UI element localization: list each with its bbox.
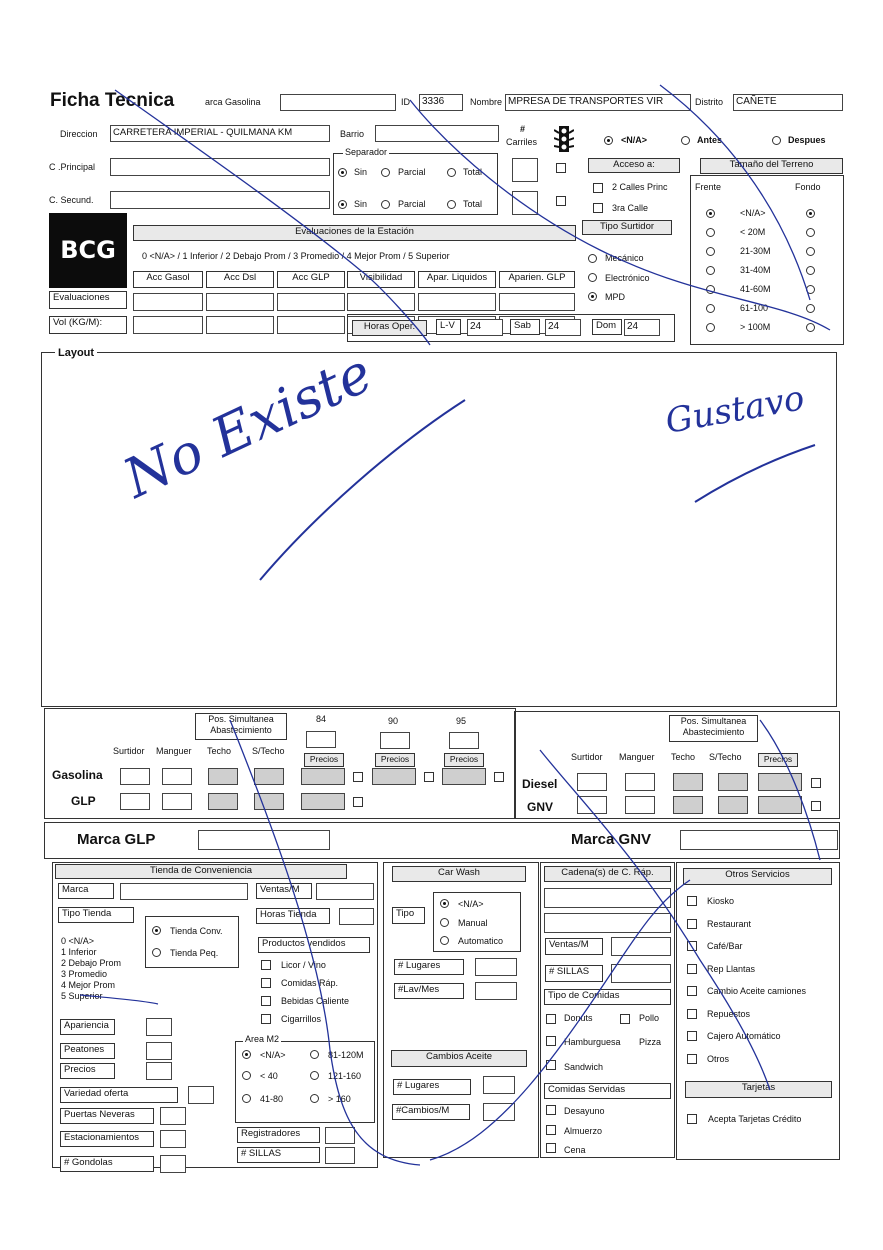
glp-label: GLP [71,794,96,808]
registradores-label: Registradores [237,1127,320,1143]
rating-label: Apariencia [60,1019,115,1035]
gnv-checkbox[interactable] [811,801,821,811]
dom-field[interactable]: 24 [624,319,660,336]
cadena-field-1[interactable] [544,888,671,908]
gnv-surtidor-field[interactable] [577,796,607,814]
cadena-sillas-field[interactable] [611,964,671,983]
eval-cell[interactable] [418,293,496,311]
sep2-total-radio[interactable] [447,200,456,209]
otro-servicio-checkbox[interactable] [687,896,697,906]
producto-label: Licor / Vino [281,960,326,970]
eval-cell[interactable] [277,293,345,311]
gasolina-precio-field[interactable] [301,768,345,785]
glp-surtidor-field[interactable] [120,793,150,810]
precios-right-label: Precios [758,753,798,767]
sep1-sin-radio[interactable] [338,168,347,177]
hamburguesa-label: Hamburguesa [564,1037,621,1047]
techo-right-label: Techo [671,752,696,762]
fondo-radio[interactable] [806,304,815,313]
gasolina-precio90-field[interactable] [372,768,416,785]
sab-field[interactable]: 24 [545,319,581,336]
gasolina-techo-field[interactable] [208,768,238,785]
glp-techo-field[interactable] [208,793,238,810]
producto-label: Comidas Ráp. [281,978,339,988]
terreno-size-label: 61-100 [740,303,769,313]
marca-gnv-label: Marca GNV [571,831,652,848]
terreno-size-label: < 20M [740,227,766,237]
handwritten-stroke [255,395,470,585]
producto-checkbox[interactable] [261,978,271,988]
gasolina-95-checkbox[interactable] [494,772,504,782]
tienda-conv-radio[interactable] [152,926,161,935]
fondo-radio[interactable] [806,209,815,218]
diesel-manguer-field[interactable] [625,773,655,791]
area-radio[interactable] [310,1050,319,1059]
otro-servicio-label: Cambio Aceite camiones [707,986,807,996]
sillas-field[interactable] [325,1147,355,1164]
eval-cell[interactable] [347,293,415,311]
manguer-left-label: Manguer [156,746,192,756]
distrito-label: Distrito [695,97,724,107]
producto-label: Cigarrillos [281,1014,322,1024]
cambios-lugares-field[interactable] [483,1076,515,1094]
almuerzo-checkbox[interactable] [546,1125,556,1135]
cadena-header: Cadena(s) de C. Ráp. [544,866,671,882]
gnv-techo-field[interactable] [673,796,703,814]
rating-label: Estacionamientos [60,1131,154,1147]
glp-stecho-field[interactable] [254,793,284,810]
sep2-total-label: Total [463,199,483,209]
sep2-parcial-radio[interactable] [381,200,390,209]
timing-despues-label: Despues [788,135,826,145]
electronico-label: Electrónico [605,273,650,283]
tienda-header: Tienda de Conveniencia [55,864,347,879]
otro-servicio-label: Otros [707,1053,730,1064]
area-label-item: 41-80 [260,1094,284,1104]
oct-95-label: 95 [456,716,467,726]
stecho-left-label: S/Techo [252,746,285,756]
fondo-radio[interactable] [806,228,815,237]
frente-radio[interactable] [706,285,715,294]
cadena-field-2[interactable] [544,913,671,933]
comidas-servidas-label: Comidas Servidas [544,1083,671,1099]
mpd-radio[interactable] [588,292,597,301]
area-label-item: 121-160 [328,1071,362,1081]
pizza-label: Pizza [639,1037,662,1047]
cadena-ventas-label: Ventas/M [545,938,603,955]
area-radio[interactable] [310,1094,319,1103]
frente-radio[interactable] [706,323,715,332]
marca-gasolina-field[interactable] [280,94,396,111]
almuerzo-label: Almuerzo [564,1126,603,1136]
timing-na-label: <N/A> [621,135,648,145]
sandwich-checkbox[interactable] [546,1060,556,1070]
precios-84-label: Precios [304,753,344,767]
form-title: Ficha Tecnica [50,90,175,111]
terreno-group [690,175,844,345]
otro-servicio-label: Rep Llantas [707,963,756,974]
carwash-na-radio[interactable] [440,899,449,908]
evaluaciones-header: Evaluaciones de la Estación [133,225,576,241]
tienda-marca-label: Marca [58,883,114,899]
horas-tienda-field[interactable] [339,908,374,925]
carriles2-checkbox[interactable] [556,196,566,206]
rating-field[interactable] [188,1086,214,1104]
oct-90-label: 90 [388,716,399,726]
horas-oper-label: Horas Oper. [352,320,427,336]
otro-servicio-label: Repuestos [707,1008,751,1019]
sep1-total-radio[interactable] [447,168,456,177]
carriles2-field[interactable] [512,191,538,215]
sep1-sin-label: Sin [354,167,368,177]
frente-radio[interactable] [706,247,715,256]
layout-label: Layout [55,347,97,359]
terreno-size-label: 41-60M [740,284,771,294]
evaluaciones-scale: 0 <N/A> / 1 Inferior / 2 Debajo Prom / 3 Promedio / 4 Mejor Prom / 5 Superior [142,251,450,261]
pollo-label: Pollo [639,1013,660,1023]
lv-field[interactable]: 24 [467,319,503,336]
pos-simultanea-right: Pos. Simultanea Abastecimiento [669,715,758,742]
signature-stroke [690,440,820,510]
dom-label: Dom [592,319,622,335]
horas-tienda-label: Horas Tienda [256,908,330,924]
stecho-right-label: S/Techo [709,752,742,762]
gnv-label: GNV [527,800,554,814]
frente-radio[interactable] [706,209,715,218]
fondo-radio[interactable] [806,323,815,332]
area-label-item: < 40 [260,1071,278,1081]
marca-gasolina-label: arca Gasolina [205,97,261,107]
carwash-manual-label: Manual [458,918,488,928]
rating-label: Puertas Neveras [60,1108,154,1124]
vol-row-label: Vol (KG/M): [49,316,127,334]
sep1-parcial-label: Parcial [398,167,426,177]
direccion-field[interactable]: CARRETERA IMPERIAL - QUILMANA KM [110,125,330,142]
acepta-tarjetas-label: Acepta Tarjetas Crédito [708,1114,802,1124]
rating-label: # Gondolas [60,1156,154,1172]
area-label-item: > 160 [328,1094,351,1104]
diesel-precio-field[interactable] [758,773,802,791]
signature: Gustavo [662,378,808,442]
precios-95-label: Precios [444,753,484,767]
gnv-manguer-field[interactable] [625,796,655,814]
nombre-field[interactable]: MPRESA DE TRANSPORTES VIR [505,94,691,111]
direccion-label: Direccion [60,129,98,139]
eval-cell[interactable] [499,293,575,311]
carwash-na-label: <N/A> [458,899,484,909]
gasolina-manguer-field[interactable] [162,768,192,785]
tercera-calle-label: 3ra Calle [612,203,649,213]
rating-label: Peatones [60,1043,115,1059]
otro-servicio-checkbox[interactable] [687,919,697,929]
producto-checkbox[interactable] [261,996,271,1006]
pollo-checkbox[interactable] [620,1014,630,1024]
mpd-label: MPD [605,292,625,302]
barrio-field[interactable] [375,125,499,142]
cena-checkbox[interactable] [546,1143,556,1153]
carwash-lugares-label: # Lugares [394,959,464,975]
rating-field[interactable] [160,1155,186,1173]
vol-cell[interactable] [133,316,203,334]
techo-left-label: Techo [207,746,232,756]
area-radio[interactable] [310,1071,319,1080]
aparien-glp-header: Aparien. GLP [499,271,575,288]
diesel-surtidor-field[interactable] [577,773,607,791]
otro-servicio-label: Cajero Automático [707,1031,781,1041]
mecanico-radio[interactable] [588,254,597,263]
rating-field[interactable] [160,1130,186,1148]
calles-checkbox[interactable] [593,183,603,193]
sep2-sin-radio[interactable] [338,200,347,209]
diesel-stecho-field[interactable] [718,773,748,791]
carwash-auto-label: Automatico [458,936,504,946]
frente-radio[interactable] [706,304,715,313]
gasolina-label: Gasolina [52,768,103,782]
sep1-total-label: Total [463,167,483,177]
terreno-size-label: > 100M [740,322,771,332]
tienda-peq-radio[interactable] [152,948,161,957]
area-radio[interactable] [242,1071,251,1080]
productos-label: Productos vendidos [258,937,370,953]
fondo-label: Fondo [795,182,821,192]
glp-checkbox[interactable] [353,797,363,807]
tipo-surtidor-button[interactable]: Tipo Surtidor [582,220,672,235]
distrito-field[interactable]: CAÑETE [733,94,843,111]
gasolina-precio95-field[interactable] [442,768,486,785]
otro-servicio-label: Kiosko [707,896,735,906]
diesel-techo-field[interactable] [673,773,703,791]
oct-90-field[interactable] [380,732,410,749]
acc-glp-header: Acc GLP [277,271,345,288]
sep2-sin-label: Sin [354,199,368,209]
bcg-logo: BCG [49,213,127,288]
visibilidad-header: Visibilidad [347,271,415,288]
secund-field[interactable] [110,191,330,209]
carwash-lavmes-label: #Lav/Mes [394,983,464,999]
tipo-tienda-label: Tipo Tienda [58,907,134,923]
carriles1-checkbox[interactable] [556,163,566,173]
glp-manguer-field[interactable] [162,793,192,810]
rating-label: Variedad oferta [60,1087,178,1103]
area-label-item: <N/A> [260,1050,286,1060]
carwash-auto-radio[interactable] [440,936,449,945]
calles-label: 2 Calles Princ [612,182,668,192]
donuts-label: Donuts [564,1013,593,1023]
nombre-label: Nombre [470,97,503,107]
marca-glp-field[interactable] [198,830,330,850]
rating-field[interactable] [146,1042,172,1060]
cadena-ventas-field[interactable] [611,937,671,956]
otro-servicio-checkbox[interactable] [687,1031,697,1041]
carwash-lavmes-field[interactable] [475,982,517,1000]
carwash-tipo-label: Tipo [392,907,425,924]
electronico-radio[interactable] [588,273,597,282]
hamburguesa-checkbox[interactable] [546,1036,556,1046]
eval-cell[interactable] [133,293,203,311]
rating-field[interactable] [146,1018,172,1036]
tienda-conv-label: Tienda Conv. [170,926,223,936]
diesel-checkbox[interactable] [811,778,821,788]
carwash-header: Car Wash [392,866,526,882]
secund-label: C. Secund. [49,195,94,205]
lv-label: L-V [436,319,461,335]
carriles1-field[interactable] [512,158,538,182]
surtidor-left-label: Surtidor [113,746,145,756]
tarjetas-header: Tarjetas [685,1081,832,1098]
carriles-label: Carriles [506,137,538,147]
sep2-parcial-label: Parcial [398,199,426,209]
gasolina-stecho-field[interactable] [254,768,284,785]
surtidor-right-label: Surtidor [571,752,603,762]
fondo-radio[interactable] [806,285,815,294]
sep1-parcial-radio[interactable] [381,168,390,177]
desayuno-label: Desayuno [564,1106,605,1116]
gasolina-90-checkbox[interactable] [424,772,434,782]
pos-simultanea-left: Pos. Simultanea Abastecimiento [195,713,287,740]
acc-gasol-header: Acc Gasol [133,271,203,288]
tipo-comidas-label: Tipo de Comidas [544,989,671,1005]
eval-cell[interactable] [206,293,274,311]
carriles-symbol: # [520,124,526,134]
area-label: Area M2 [245,1034,280,1044]
sillas-label: # SILLAS [237,1147,320,1163]
marca-gnv-field[interactable] [680,830,838,850]
otro-servicio-checkbox[interactable] [687,1054,697,1064]
terreno-header: Tamaño del Terreno [700,158,843,174]
diesel-label: Diesel [522,777,558,791]
tienda-peq-label: Tienda Peq. [170,948,219,958]
precios-90-label: Precios [375,753,415,767]
ventas-field[interactable] [316,883,374,900]
evaluaciones-row-label: Evaluaciones [49,291,127,309]
gnv-stecho-field[interactable] [718,796,748,814]
rating-label: Precios [60,1063,115,1079]
sandwich-label: Sandwich [564,1062,604,1072]
cambios-aceite-header: Cambios Aceite [391,1050,527,1067]
timing-despues-radio[interactable] [772,136,781,145]
otro-servicio-checkbox[interactable] [687,1009,697,1019]
tienda-scale: 0 <N/A> 1 Inferior 2 Debajo Prom 3 Promedio 4 Mejor Prom 5 Superior [61,936,122,1001]
principal-field[interactable] [110,158,330,176]
id-label: ID [401,97,410,107]
desayuno-checkbox[interactable] [546,1105,556,1115]
donuts-checkbox[interactable] [546,1014,556,1024]
frente-radio[interactable] [706,228,715,237]
cadena-sillas-label: # SILLAS [545,965,603,982]
mecanico-label: Mecánico [605,253,644,263]
registradores-field[interactable] [325,1127,355,1144]
apar-liquidos-header: Apar. Liquidos [418,271,496,288]
acc-dsl-header: Acc Dsl [206,271,274,288]
barrio-label: Barrio [340,129,365,139]
area-radio[interactable] [242,1094,251,1103]
producto-checkbox[interactable] [261,960,271,970]
cambios-lugares-label: # Lugares [393,1079,471,1095]
tienda-marca-field[interactable] [120,883,248,900]
terreno-size-label: <N/A> [740,208,766,218]
rating-field[interactable] [146,1062,172,1080]
carwash-lugares-field[interactable] [475,958,517,976]
vol-cell[interactable] [206,316,274,334]
cambios-mes-label: #Cambios/M [392,1104,470,1120]
tienda-type-group [145,916,239,968]
manguer-right-label: Manguer [619,752,655,762]
ventas-label: Ventas/M [256,883,312,899]
acepta-tarjetas-checkbox[interactable] [687,1114,697,1124]
oct-95-field[interactable] [449,732,479,749]
otro-servicio-checkbox[interactable] [687,964,697,974]
carwash-manual-radio[interactable] [440,918,449,927]
producto-checkbox[interactable] [261,1014,271,1024]
otro-servicio-label: Restaurant [707,918,752,929]
sab-label: Sab [510,319,540,335]
acceso-button[interactable]: Acceso a: [588,158,680,173]
glp-precio-field[interactable] [301,793,345,810]
principal-label: C .Principal [49,162,96,172]
terreno-size-label: 21-30M [740,246,771,256]
gasolina-checkbox[interactable] [353,772,363,782]
handwritten-note: No Existe [114,341,382,511]
cena-label: Cena [564,1145,586,1155]
terreno-size-label: 31-40M [740,265,771,275]
oct-84-label: 84 [316,714,327,724]
timing-antes-radio[interactable] [681,136,690,145]
id-field[interactable]: 3336 [419,94,463,111]
separador-label: Separador [345,147,388,157]
gnv-precio-field[interactable] [758,796,802,814]
gasolina-surtidor-field[interactable] [120,768,150,785]
timing-na-radio[interactable] [604,136,613,145]
otro-servicio-label: Café/Bar [707,941,743,951]
otros-header: Otros Servicios [683,868,832,885]
tercera-calle-checkbox[interactable] [593,203,603,213]
fondo-radio[interactable] [806,247,815,256]
frente-radio[interactable] [706,266,715,275]
area-label-item: 81-120M [328,1050,364,1060]
frente-label: Frente [695,182,722,192]
rating-field[interactable] [160,1107,186,1125]
producto-label: Bebidas Caliente [281,996,350,1006]
marca-glp-label: Marca GLP [77,831,156,848]
otro-servicio-checkbox[interactable] [687,986,697,996]
oct-84-field[interactable] [306,731,336,748]
otro-servicio-checkbox[interactable] [687,941,697,951]
area-radio[interactable] [242,1050,251,1059]
fondo-radio[interactable] [806,266,815,275]
timing-antes-label: Antes [697,135,723,145]
vol-cell[interactable] [277,316,345,334]
cambios-mes-field[interactable] [483,1103,515,1121]
traffic-light-icon [554,126,574,155]
